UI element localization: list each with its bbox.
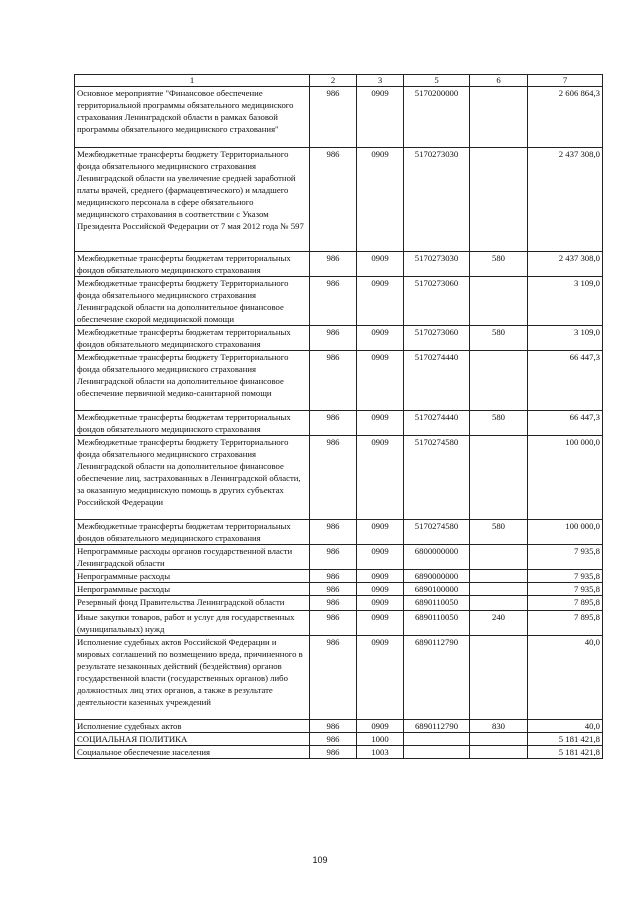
row-name-cell: Межбюджетные трансферты бюджету Территориального фонда обязательного медицинского страхования Ленинградской области на увеличение средней заработной платы врачей, среднего (фармацевтического) и младшего медицинского персонала в сфере обязательного медицинского страхования в соответствии с Указом Президента Российской Федерации от 7 мая 2012 года № 597 xyxy=(75,148,310,252)
amount-cell: 7 895,8 xyxy=(528,611,603,636)
row-name-cell: СОЦИАЛЬНАЯ ПОЛИТИКА xyxy=(75,733,310,746)
table-row xyxy=(75,746,603,759)
column-header: 5 xyxy=(404,75,470,87)
target-article-cell: 6890100000 xyxy=(404,583,470,596)
amount-cell: 2 437 308,0 xyxy=(528,252,603,277)
target-article-cell: 5170273060 xyxy=(404,326,470,351)
table-row xyxy=(75,545,603,570)
row-name-cell: Непрограммные расходы xyxy=(75,570,310,583)
expense-type-cell: 240 xyxy=(470,611,528,636)
amount-cell: 5 181 421,8 xyxy=(528,746,603,759)
grbs-cell: 986 xyxy=(310,636,357,720)
amount-cell: 40,0 xyxy=(528,720,603,733)
table-row xyxy=(75,87,603,148)
amount-cell: 7 895,8 xyxy=(528,596,603,611)
row-name-cell: Межбюджетные трансферты бюджетам территориальных фондов обязательного медицинского страхования xyxy=(75,411,310,436)
table-row xyxy=(75,351,603,411)
section-cell: 1003 xyxy=(357,746,404,759)
row-name-cell: Межбюджетные трансферты бюджетам территориальных фондов обязательного медицинского страхования xyxy=(75,520,310,545)
amount-cell: 100 000,0 xyxy=(528,520,603,545)
section-cell: 0909 xyxy=(357,520,404,545)
row-name-cell: Основное мероприятие "Финансовое обеспечение территориальной программы обязательного медицинского страхования Ленинградской области в рамках базовой программы обязательного медицинского страхования" xyxy=(75,87,310,148)
section-cell: 0909 xyxy=(357,411,404,436)
section-cell: 0909 xyxy=(357,252,404,277)
grbs-cell: 986 xyxy=(310,596,357,611)
expense-type-cell xyxy=(470,87,528,148)
table-row xyxy=(75,148,603,252)
amount-cell: 40,0 xyxy=(528,636,603,720)
table-body xyxy=(75,87,603,759)
section-cell: 0909 xyxy=(357,720,404,733)
expense-type-cell: 580 xyxy=(470,326,528,351)
section-cell: 0909 xyxy=(357,570,404,583)
section-cell: 0909 xyxy=(357,545,404,570)
row-name-cell: Межбюджетные трансферты бюджетам территориальных фондов обязательного медицинского страхования xyxy=(75,326,310,351)
table-row xyxy=(75,252,603,277)
table-row xyxy=(75,570,603,583)
table-row xyxy=(75,733,603,746)
expense-type-cell: 580 xyxy=(470,520,528,545)
table-row xyxy=(75,720,603,733)
target-article-cell: 6890110050 xyxy=(404,596,470,611)
target-article-cell: 5170274580 xyxy=(404,520,470,545)
column-header: 2 xyxy=(310,75,357,87)
expense-type-cell xyxy=(470,733,528,746)
expense-type-cell xyxy=(470,545,528,570)
row-name-cell: Межбюджетные трансферты бюджету Территориального фонда обязательного медицинского страхования Ленинградской области на дополнительное финансовое обеспечение скорой медицинской помощи xyxy=(75,277,310,326)
row-name-cell: Непрограммные расходы xyxy=(75,583,310,596)
expense-type-cell: 830 xyxy=(470,720,528,733)
amount-cell: 66 447,3 xyxy=(528,351,603,411)
grbs-cell: 986 xyxy=(310,87,357,148)
table-row xyxy=(75,520,603,545)
section-cell: 0909 xyxy=(357,351,404,411)
section-cell: 0909 xyxy=(357,277,404,326)
target-article-cell: 6890110050 xyxy=(404,611,470,636)
table-row xyxy=(75,596,603,611)
target-article-cell: 5170273030 xyxy=(404,252,470,277)
amount-cell: 2 606 864,3 xyxy=(528,87,603,148)
table-row xyxy=(75,611,603,636)
table-row xyxy=(75,583,603,596)
row-name-cell: Исполнение судебных актов xyxy=(75,720,310,733)
grbs-cell: 986 xyxy=(310,746,357,759)
target-article-cell: 5170274580 xyxy=(404,436,470,520)
amount-cell: 5 181 421,8 xyxy=(528,733,603,746)
grbs-cell: 986 xyxy=(310,351,357,411)
amount-cell: 7 935,8 xyxy=(528,545,603,570)
amount-cell: 66 447,3 xyxy=(528,411,603,436)
grbs-cell: 986 xyxy=(310,733,357,746)
row-name-cell: Исполнение судебных актов Российской Федерации и мировых соглашений по возмещению вреда, причиненного в результате незаконных действий (бездействия) органов государственной власти (государственных органов) либо должностных лиц этих органов, а также в результате деятельности казенных учреждений xyxy=(75,636,310,720)
grbs-cell: 986 xyxy=(310,252,357,277)
header-row xyxy=(75,75,603,87)
grbs-cell: 986 xyxy=(310,545,357,570)
expense-type-cell xyxy=(470,436,528,520)
expense-type-cell xyxy=(470,636,528,720)
section-cell: 0909 xyxy=(357,436,404,520)
expense-type-cell: 580 xyxy=(470,411,528,436)
section-cell: 0909 xyxy=(357,148,404,252)
row-name-cell: Непрограммные расходы органов государственной власти Ленинградской области xyxy=(75,545,310,570)
page-number: 109 xyxy=(312,855,328,865)
target-article-cell: 5170200000 xyxy=(404,87,470,148)
section-cell: 0909 xyxy=(357,596,404,611)
table-row xyxy=(75,436,603,520)
column-header: 1 xyxy=(75,75,310,87)
section-cell: 0909 xyxy=(357,636,404,720)
table-row xyxy=(75,277,603,326)
expense-type-cell xyxy=(470,148,528,252)
section-cell: 1000 xyxy=(357,733,404,746)
amount-cell: 3 109,0 xyxy=(528,277,603,326)
row-name-cell: Социальное обеспечение населения xyxy=(75,746,310,759)
grbs-cell: 986 xyxy=(310,436,357,520)
expense-type-cell xyxy=(470,277,528,326)
amount-cell: 2 437 308,0 xyxy=(528,148,603,252)
row-name-cell: Межбюджетные трансферты бюджетам территориальных фондов обязательного медицинского страхования xyxy=(75,252,310,277)
target-article-cell: 5170273060 xyxy=(404,277,470,326)
target-article-cell: 6890112790 xyxy=(404,720,470,733)
grbs-cell: 986 xyxy=(310,148,357,252)
target-article-cell: 5170273030 xyxy=(404,148,470,252)
row-name-cell: Иные закупки товаров, работ и услуг для государственных (муниципальных) нужд xyxy=(75,611,310,636)
grbs-cell: 986 xyxy=(310,277,357,326)
expense-type-cell: 580 xyxy=(470,252,528,277)
row-name-cell: Резервный фонд Правительства Ленинградской области xyxy=(75,596,310,611)
amount-cell: 100 000,0 xyxy=(528,436,603,520)
grbs-cell: 986 xyxy=(310,583,357,596)
expense-type-cell xyxy=(470,596,528,611)
budget-table xyxy=(74,74,603,759)
target-article-cell xyxy=(404,733,470,746)
grbs-cell: 986 xyxy=(310,411,357,436)
amount-cell: 7 935,8 xyxy=(528,570,603,583)
grbs-cell: 986 xyxy=(310,326,357,351)
table-row xyxy=(75,326,603,351)
section-cell: 0909 xyxy=(357,326,404,351)
grbs-cell: 986 xyxy=(310,611,357,636)
target-article-cell: 5170274440 xyxy=(404,351,470,411)
target-article-cell: 6890000000 xyxy=(404,570,470,583)
target-article-cell: 6890112790 xyxy=(404,636,470,720)
target-article-cell: 6800000000 xyxy=(404,545,470,570)
target-article-cell xyxy=(404,746,470,759)
section-cell: 0909 xyxy=(357,611,404,636)
section-cell: 0909 xyxy=(357,583,404,596)
row-name-cell: Межбюджетные трансферты бюджету Территориального фонда обязательного медицинского страхования Ленинградской области на дополнительное финансовое обеспечение лиц, застрахованных в Ленинградской области, за оказанную медицинскую помощь в других субъектах Российской Федерации xyxy=(75,436,310,520)
section-cell: 0909 xyxy=(357,87,404,148)
expense-type-cell xyxy=(470,746,528,759)
grbs-cell: 986 xyxy=(310,520,357,545)
column-header: 6 xyxy=(470,75,528,87)
expense-type-cell xyxy=(470,570,528,583)
target-article-cell: 5170274440 xyxy=(404,411,470,436)
amount-cell: 7 935,8 xyxy=(528,583,603,596)
amount-cell: 3 109,0 xyxy=(528,326,603,351)
row-name-cell: Межбюджетные трансферты бюджету Территориального фонда обязательного медицинского страхования Ленинградской области на дополнительное финансовое обеспечение первичной медико-санитарной помощи xyxy=(75,351,310,411)
table-row xyxy=(75,636,603,720)
expense-type-cell xyxy=(470,583,528,596)
grbs-cell: 986 xyxy=(310,570,357,583)
table-row xyxy=(75,411,603,436)
column-header: 7 xyxy=(528,75,603,87)
column-header: 3 xyxy=(357,75,404,87)
grbs-cell: 986 xyxy=(310,720,357,733)
expense-type-cell xyxy=(470,351,528,411)
